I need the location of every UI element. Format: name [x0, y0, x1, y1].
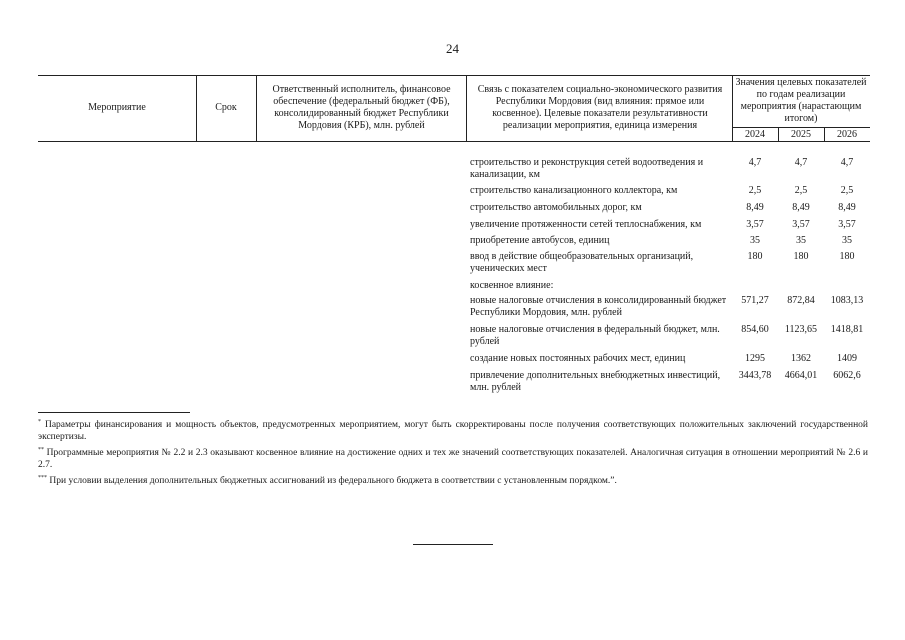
footnote-text: Программные мероприятия № 2.2 и 2.3 оказывают косвенное влияние на достижение одних и тех же значений соответствующих показателей. Аналогичная ситуация в отношении мероприятий № 2.6 и 2.7. — [38, 448, 869, 470]
year-2024: 2024 — [745, 129, 765, 140]
footnote-mark: ** — [38, 446, 44, 453]
value-2026: 3,57 — [838, 219, 856, 230]
value-2025: 2,5 — [794, 185, 808, 196]
row-description: новые налоговые отчисления в консолидированный бюджет Республики Мордовия, млн. рублей — [470, 295, 727, 318]
value-2026: 6062,6 — [833, 370, 861, 381]
header-measure: Мероприятие — [88, 102, 146, 113]
row-description: привлечение дополнительных внебюджетных инвестиций, млн. рублей — [470, 370, 721, 393]
value-2024: 180 — [747, 251, 763, 262]
value-2026: 35 — [842, 235, 852, 246]
value-2024: 35 — [750, 235, 760, 246]
row-description: косвенное влияние: — [470, 280, 554, 291]
row-description: увеличение протяженности сетей теплоснабжения, км — [470, 219, 702, 230]
value-2025: 1123,65 — [784, 324, 818, 335]
footnote-text: Параметры финансирования и мощность объектов, предусмотренных мероприятием, могут быть скорректированы после получения соответствующих положительных заключений государственной экспертизы. — [38, 420, 868, 442]
value-2025: 3,57 — [792, 219, 810, 230]
value-2025: 4,7 — [794, 157, 808, 168]
value-2026: 2,5 — [840, 185, 854, 196]
value-2025: 4664,01 — [784, 370, 818, 381]
value-2026: 4,7 — [840, 157, 854, 168]
year-2026: 2026 — [837, 129, 857, 140]
row-description: приобретение автобусов, единиц — [470, 235, 610, 246]
value-2026: 1083,13 — [830, 295, 864, 306]
footnote — [38, 419, 868, 443]
row-description: новые налоговые отчисления в федеральный бюджет, млн. рублей — [470, 324, 720, 347]
row-description: строительство автомобильных дорог, км — [470, 202, 642, 213]
header-values: Значения целевых показателей по годам реализации мероприятия (нарастающим итогом) — [735, 77, 867, 124]
row-description: ввод в действие общеобразовательных организаций, ученических мест — [470, 251, 694, 274]
header-bottom-rule — [38, 141, 870, 142]
footnote — [38, 475, 868, 487]
value-2025: 180 — [793, 251, 809, 262]
row-description: создание новых постоянных рабочих мест, единиц — [470, 353, 686, 364]
footnote-mark: *** — [38, 474, 47, 481]
footnote — [38, 447, 868, 471]
value-2024: 3,57 — [746, 219, 764, 230]
header-executor: Ответственный исполнитель, финансовое обеспечение (федеральный бюджет (ФБ), консолидированный бюджет Республики Мордовия (КРБ), млн. рублей — [272, 84, 451, 131]
value-2025: 1362 — [791, 353, 811, 364]
header-indicator: Связь с показателем социально-экономического развития Республики Мордовия (вид влияния: прямое или косвенное). Целевые показатели результативности реализации мероприятия, единица измерения — [477, 84, 723, 131]
page-number: 24 — [446, 41, 459, 56]
value-2026: 1409 — [837, 353, 857, 364]
value-2025: 35 — [796, 235, 806, 246]
year-2025: 2025 — [791, 129, 811, 140]
value-2025: 872,84 — [787, 295, 815, 306]
value-2024: 854,60 — [741, 324, 769, 335]
value-2026: 8,49 — [838, 202, 856, 213]
value-2024: 4,7 — [748, 157, 762, 168]
footnote-separator — [38, 412, 190, 413]
row-description: строительство канализационного коллектора, км — [470, 185, 678, 196]
value-2024: 2,5 — [748, 185, 762, 196]
footnote-text: При условии выделения дополнительных бюджетных ассигнований из федерального бюджета в соответствии с установленным порядком.”. — [49, 476, 617, 486]
value-2024: 571,27 — [741, 295, 769, 306]
value-2024: 3443,78 — [738, 370, 772, 381]
value-2024: 1295 — [745, 353, 765, 364]
bottom-separator — [413, 544, 493, 545]
column-divider — [256, 75, 257, 141]
footnotes — [38, 419, 868, 491]
column-divider — [466, 75, 467, 141]
header-term: Срок — [215, 102, 237, 113]
value-2026: 1418,81 — [830, 324, 864, 335]
row-description: строительство и реконструкция сетей водоотведения и канализации, км — [470, 157, 704, 180]
value-2025: 8,49 — [792, 202, 810, 213]
value-2026: 180 — [839, 251, 855, 262]
value-2024: 8,49 — [746, 202, 764, 213]
footnote-mark: * — [38, 418, 41, 425]
